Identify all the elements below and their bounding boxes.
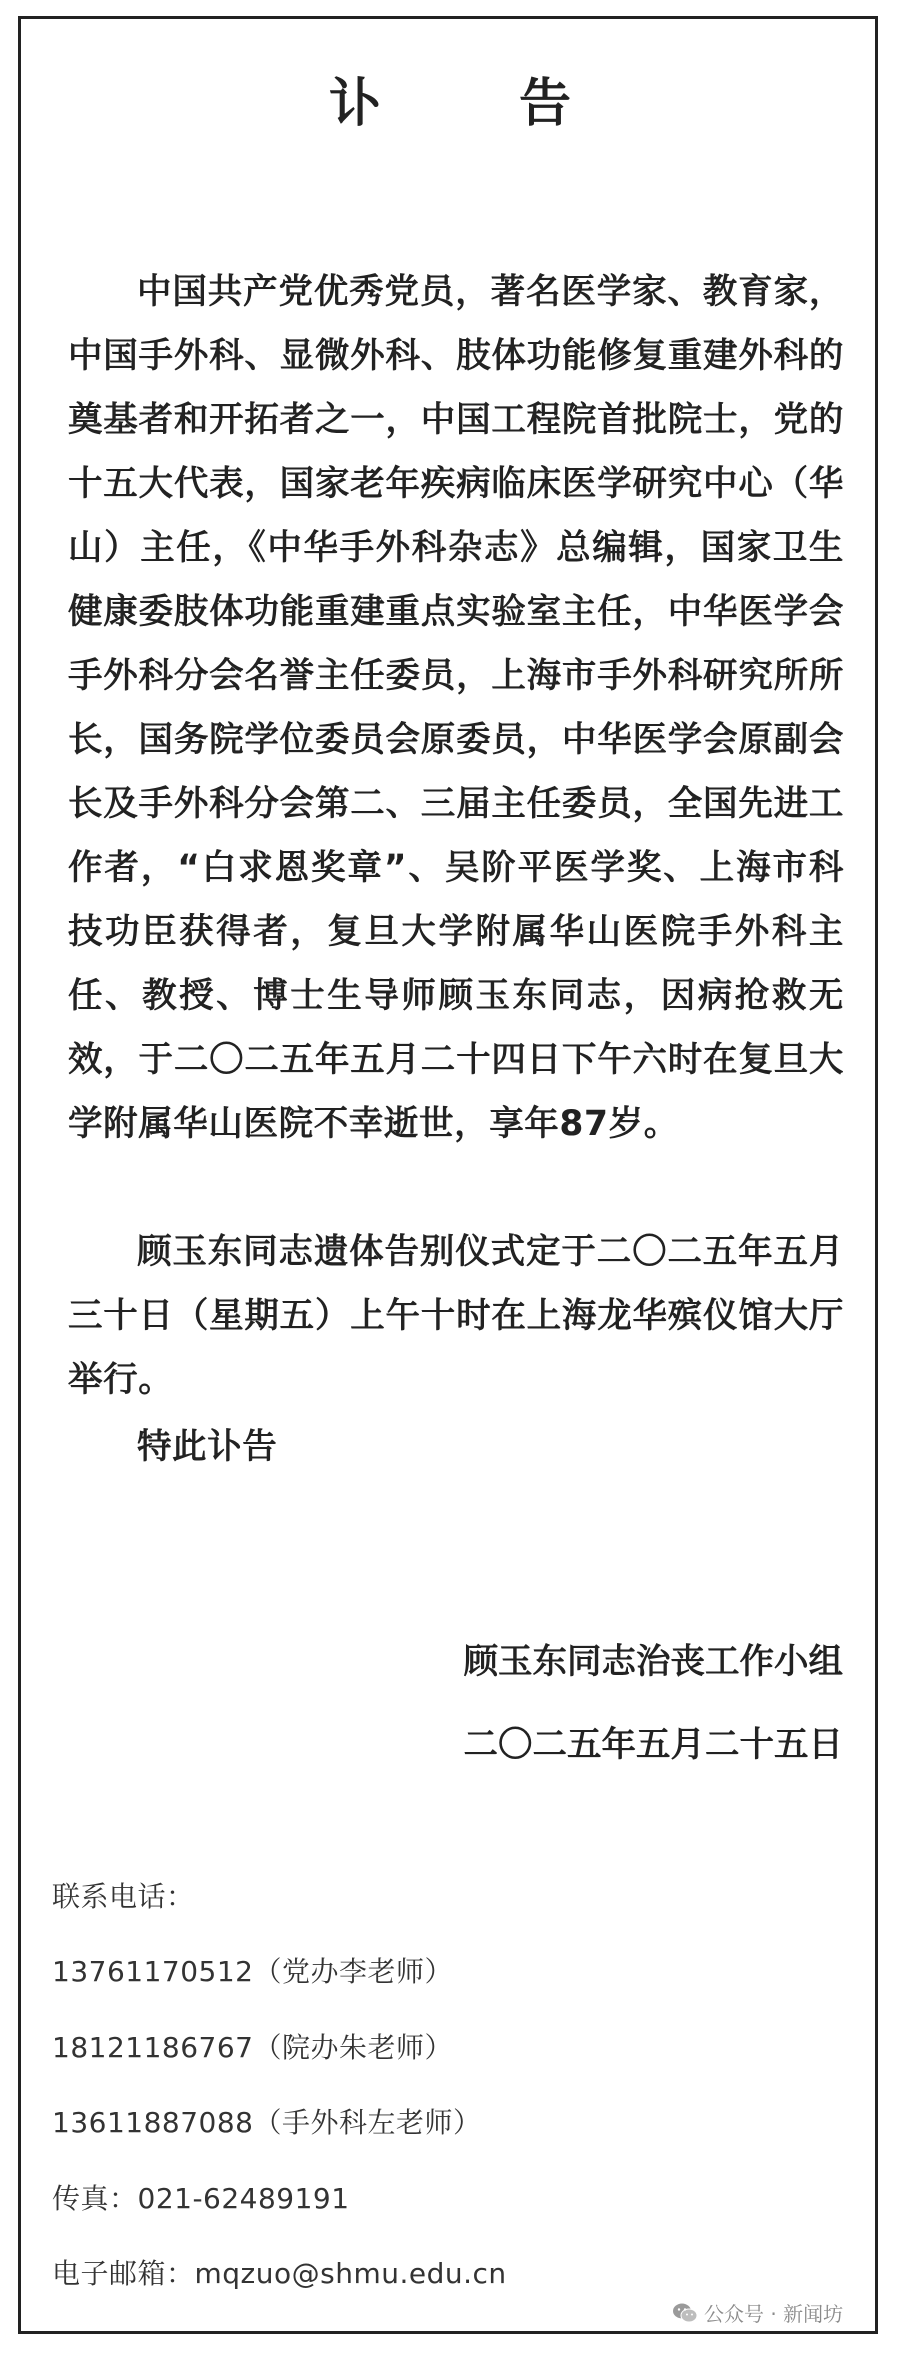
farewell-ceremony-paragraph <box>68 1220 844 1412</box>
notice-title: 讣 告 <box>328 74 632 134</box>
closing-paragraph <box>68 1415 844 1479</box>
signature-date: 二〇二五年五月二十五日 <box>463 1725 843 1765</box>
contact-fax: 传真：021-62489191 <box>52 2182 350 2215</box>
contact-phone-hospital-office: 18121186767（院办朱老师） <box>52 2031 453 2064</box>
contact-heading: 联系电话： <box>52 1880 195 1913</box>
wechat-icon <box>672 2302 698 2324</box>
watermark-text: 公众号 · 新闻坊 <box>704 2302 844 2326</box>
obituary-paragraph-main <box>68 260 844 1156</box>
signature-organization: 顾玉东同志治丧工作小组 <box>463 1642 843 1682</box>
contact-email: 电子邮箱：mqzuo@shmu.edu.cn <box>52 2257 507 2290</box>
paragraph-text: 顾玉东同志遗体告别仪式定于二〇二五年五月三十日（星期五）上午十时在上海龙华殡仪馆大厅举行。 <box>68 1232 844 1400</box>
contact-phone-party-office: 13761170512（党办李老师） <box>52 1955 453 1988</box>
paragraph-text: 中国共产党优秀党员，著名医学家、教育家，中国手外科、显微外科、肢体功能修复重建外科的奠基者和开拓者之一，中国工程院首批院士，党的十五大代表，国家老年疾病临床医学研究中心（华山）主任，《中华手外科杂志》总编辑，国家卫生健康委肢体功能重建重点实验室主任，中华医学会手外科分会名誉主任委员，上海市手外科研究所所长，国务院学位委员会原委员，中华医学会原副会长及手外科分会第二、三届主任委员，全国先进工作者，“白求恩奖章”、吴阶平医学奖、上海市科技功臣获得者，复旦大学附属华山医院手外科主任、教授、博士生导师顾玉东同志，因病抢救无效，于二〇二五年五月二十四日下午六时在复旦大学附属华山医院不幸逝世，享年87岁。 <box>68 272 844 1144</box>
paragraph-text: 特此讣告 <box>137 1427 278 1467</box>
wechat-watermark <box>668 2296 847 2329</box>
contact-phone-hand-surgery: 13611887088（手外科左老师） <box>52 2106 482 2139</box>
